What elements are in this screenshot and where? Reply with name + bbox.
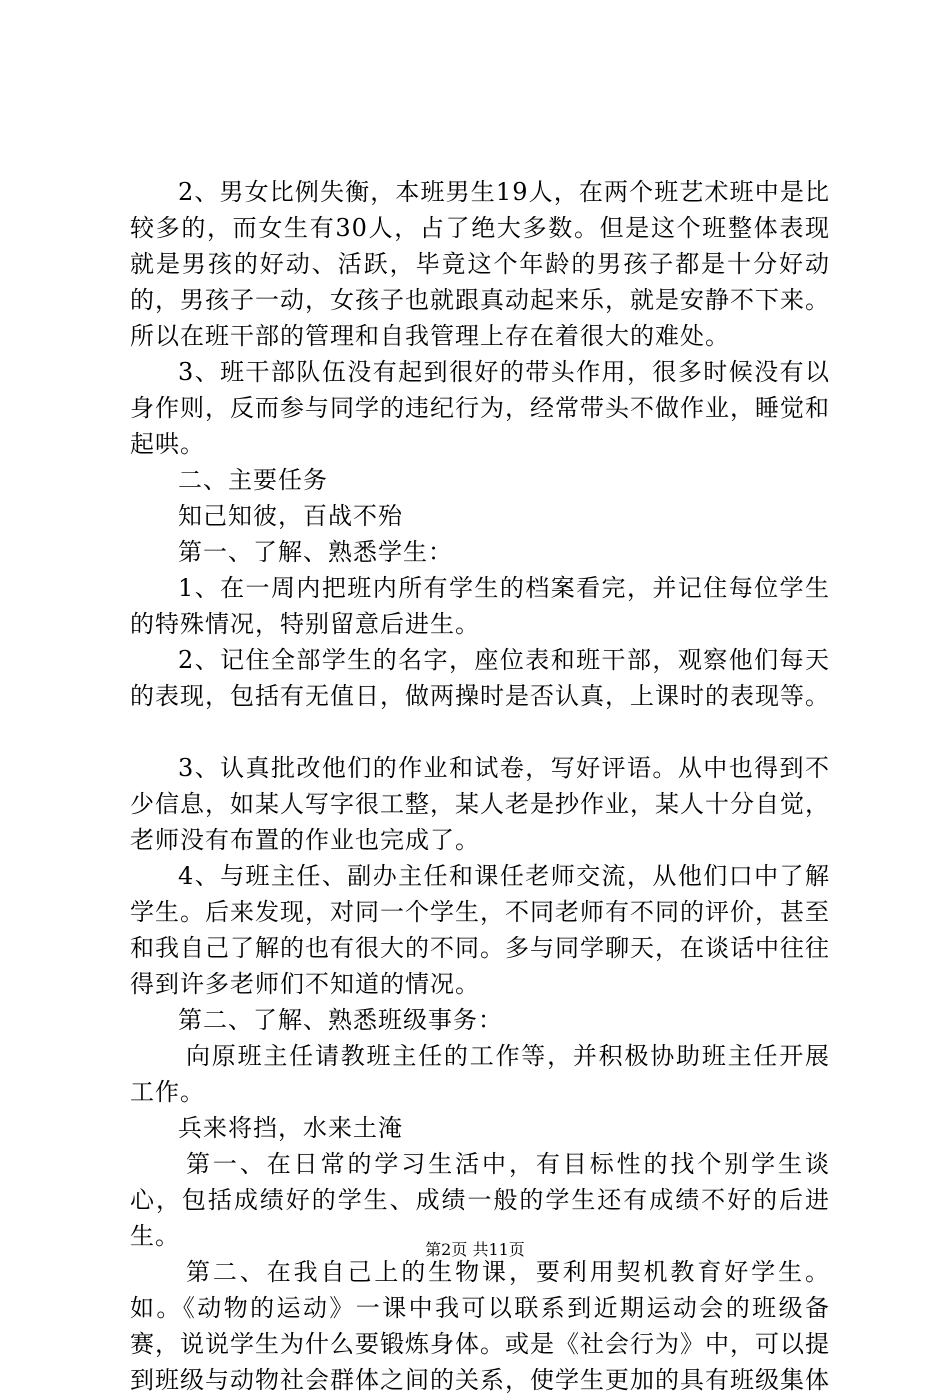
paragraph-ask-head-teacher: 向原班主任请教班主任的工作等，并积极协助班主任开展工作。 xyxy=(130,1042,830,1106)
paragraph-student-names: 2、记住全部学生的名字，座位表和班干部，观察他们每天的表现，包括有无值日，做两操时是否认真，上课时的表现等。 xyxy=(130,646,830,710)
subheading-know-students: 第一、了解、熟悉学生： xyxy=(178,538,453,566)
subheading-know-yourself: 知己知彼，百战不殆 xyxy=(178,502,403,530)
paragraph-heart-to-heart: 第一、在日常的学习生活中，有目标性的找个别学生谈心，包括成绩好的学生、成绩一般的学生还有成绩不好的后进生。 xyxy=(130,1150,830,1250)
paragraph-gender-ratio: 2、男女比例失衡，本班男生19人，在两个班艺术班中是比较多的，而女生有30人，占了绝大多数。但是这个班整体表现就是男孩的好动、活跃，毕竟这个年龄的男孩子都是十分好动的，男孩子一动，女孩子也就跟真动起来乐，就是安静不下来。所以在班干部的管理和自我管理上存在着很大的难处。 xyxy=(130,178,830,350)
subheading-class-affairs: 第二、了解、熟悉班级事务： xyxy=(178,1006,503,1034)
paragraph-teacher-exchange: 4、与班主任、副办主任和课任老师交流，从他们口中了解学生。后来发现，对同一个学生，不同老师有不同的评价，甚至和我自己了解的也有很大的不同。多与同学聊天，在谈话中往往得到许多老师们不知道的情况。 xyxy=(130,862,830,998)
paragraph-homework: 3、认真批改他们的作业和试卷，写好评语。从中也得到不少信息，如某人写字很工整，某人老是抄作业，某人十分自觉，老师没有布置的作业也完成了。 xyxy=(130,754,830,854)
subheading-soldiers-water: 兵来将挡，水来土淹 xyxy=(178,1114,403,1142)
paragraph-gap xyxy=(130,714,830,750)
paragraph-biology-class: 第二、在我自己上的生物课，要利用契机教育好学生。如。《动物的运动》一课中我可以联系到近期运动会的班级备赛，说说学生为什么要锻炼身体。或是《社会行为》中，可以提到班级与动物社会群体之间的关系，使学生更加的具有班级集体 xyxy=(130,1258,830,1394)
paragraph-class-cadres: 3、班干部队伍没有起到很好的带头作用，很多时候没有以身作则，反而参与同学的违纪行为，经常带头不做作业，睡觉和起哄。 xyxy=(130,358,830,458)
page-footer: 第2页 共11页 xyxy=(425,1240,525,1259)
section-heading-main-tasks: 二、主要任务 xyxy=(178,466,328,494)
document-body xyxy=(130,174,830,1398)
paragraph-student-files: 1、在一周内把班内所有学生的档案看完，并记住每位学生的特殊情况，特别留意后进生。 xyxy=(130,574,830,638)
